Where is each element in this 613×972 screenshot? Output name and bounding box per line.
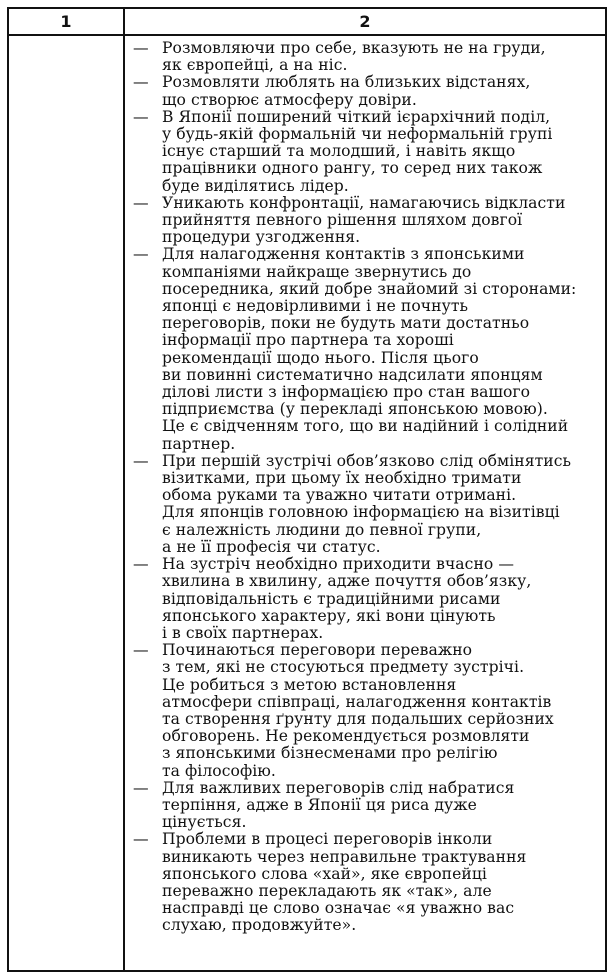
- list-item: [131, 195, 599, 247]
- list-item-line: переважно перекладають як «так», але: [162, 881, 492, 900]
- column-header-2: 2: [124, 8, 606, 35]
- list-item-line: Для важливих переговорів слід набратися: [162, 778, 515, 797]
- list-item: [131, 453, 599, 556]
- list-item: [131, 780, 599, 832]
- list-item-line: На зустріч необхідно приходити вчасно —: [162, 555, 514, 574]
- list-item-line: з японськими бізнесменами про релігію: [162, 744, 498, 763]
- list-item-line: Розмовляти люблять на близьких відстанях,: [162, 73, 531, 92]
- bullet-dash: —: [133, 830, 149, 849]
- list-item: [131, 109, 599, 195]
- content-table: [7, 7, 607, 972]
- bullet-dash: —: [133, 641, 149, 660]
- list-item-line: ви повинні систематично надсилати японцям: [162, 365, 543, 384]
- list-item-line: є належність людини до певної групи,: [162, 520, 482, 539]
- list-item-line: Проблеми в процесі переговорів інколи: [162, 830, 493, 849]
- bullet-dash: —: [133, 778, 149, 797]
- list-item-line: працівники одного рангу, то серед них також: [162, 159, 543, 178]
- bullet-dash: —: [133, 39, 149, 57]
- list-item-line: цінується.: [162, 813, 247, 832]
- bullet-dash: —: [133, 555, 149, 574]
- column-2-cell: [124, 35, 606, 971]
- table-header-row: [8, 8, 606, 35]
- list-item-line: та філософію.: [162, 761, 276, 780]
- list-item-line: посередника, який добре знайомий зі сторонами:: [162, 279, 577, 298]
- list-item-line: Це робиться з метою встановлення: [162, 675, 457, 694]
- list-item-line: обговорень. Не рекомендується розмовляти: [162, 727, 530, 746]
- list-item-line: При першій зустрічі обов’язково слід обмінятись: [162, 451, 572, 470]
- list-item-line: а не її професія чи статус.: [162, 537, 381, 556]
- list-item: [131, 642, 599, 780]
- list-item-line: підприємства (у перекладі японською мовою).: [162, 400, 548, 419]
- list-item-line: рекомендації щодо нього. Після цього: [162, 348, 479, 367]
- list-item-line: ділові листи з інформацією про стан вашого: [162, 383, 531, 402]
- list-item-line: як європейці, а на ніс.: [162, 56, 348, 75]
- list-item-line: Для налагодження контактів з японськими: [162, 245, 525, 264]
- list-item-line: Уникають конфронтації, намагаючись відкласти: [162, 193, 566, 212]
- list-item-line: обома руками та уважно читати отримані.: [162, 486, 517, 505]
- list-item-line: японського характеру, які вони цінують: [162, 606, 496, 625]
- list-item-line: хвилина в хвилину, адже почуття обов’язку,: [162, 572, 532, 591]
- list-item-line: партнер.: [162, 434, 236, 453]
- list-item: [131, 556, 599, 642]
- list-item-line: відповідальність є традиційними рисами: [162, 589, 501, 608]
- list-item-line: Це є свідченням того, що ви надійний і солідний: [162, 417, 569, 436]
- bullet-dash: —: [133, 107, 149, 126]
- list-item-line: буде виділятись лідер.: [162, 176, 349, 195]
- list-item-line: візитками, при цьому їх необхідно тримати: [162, 469, 522, 488]
- list-item-line: процедури узгодження.: [162, 228, 361, 247]
- list-item-line: Для японців головною інформацією на візитівці: [162, 503, 560, 522]
- list-item-line: слухаю, продовжуйте».: [162, 916, 357, 935]
- list-item-line: насправді це слово означає «я уважно вас: [162, 899, 515, 918]
- list-item-line: японського слова «хай», яке європейці: [162, 864, 487, 883]
- list-item-line: японці є недовірливими і не почнуть: [162, 297, 469, 316]
- list-item-line: терпіння, адже в Японії ця риса дуже: [162, 795, 477, 814]
- list-item-line: Розмовляючи про себе, вказують не на груди,: [162, 39, 546, 57]
- list-item: [131, 246, 599, 452]
- list-item-line: і в своїх партнерах.: [162, 623, 324, 642]
- list-item-line: у будь-якій формальній чи неформальній групі: [162, 125, 553, 144]
- column-header-1: 1: [8, 8, 124, 35]
- bullet-dash: —: [133, 451, 149, 470]
- list-item-line: з тем, які не стосуються предмету зустрічі.: [162, 658, 525, 677]
- list-item-line: прийняття певного рішення шляхом довгої: [162, 211, 523, 230]
- list-item-line: В Японії поширений чіткий ієрархічний поділ,: [162, 107, 551, 126]
- list-item-line: що створює атмосферу довіри.: [162, 90, 417, 109]
- list-item-line: Починаються переговори переважно: [162, 641, 473, 660]
- bullet-list: [131, 40, 599, 935]
- column-1-cell: [8, 35, 124, 971]
- list-item-line: існує старший та молодший, і навіть якщо: [162, 142, 516, 161]
- bullet-dash: —: [133, 193, 149, 212]
- list-item: [131, 831, 599, 934]
- list-item-line: інформації про партнера та хороші: [162, 331, 454, 350]
- bullet-dash: —: [133, 245, 149, 264]
- list-item-line: виникають через неправильне трактування: [162, 847, 527, 866]
- list-item-line: та створення ґрунту для подальших серйозних: [162, 709, 554, 728]
- table-body-row: [8, 35, 606, 971]
- list-item-line: переговорів, поки не будуть мати достатньо: [162, 314, 530, 333]
- bullet-dash: —: [133, 73, 149, 92]
- list-item-line: компаніями найкраще звернутись до: [162, 262, 472, 281]
- list-item: [131, 40, 599, 74]
- list-item: [131, 74, 599, 108]
- list-item-line: атмосфери співпраці, налагодження контактів: [162, 692, 552, 711]
